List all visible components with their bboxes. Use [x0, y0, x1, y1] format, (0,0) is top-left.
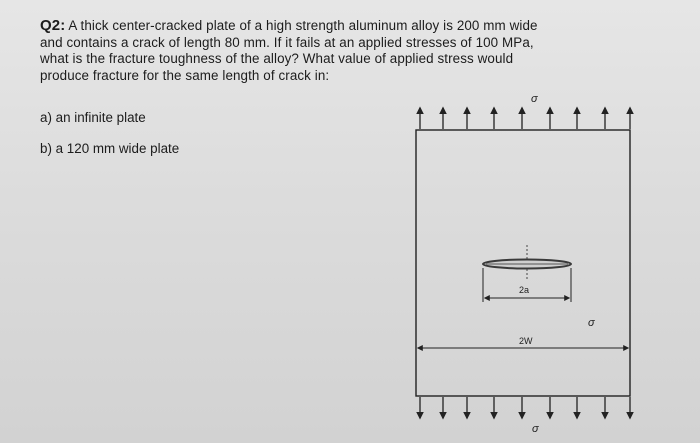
sigma-bottom-label: σ: [532, 423, 539, 435]
sigma-side-label: σ: [588, 317, 595, 329]
sigma-top-label: σ: [531, 93, 538, 105]
width-label: 2W: [519, 336, 533, 346]
part-a: a) an infinite plate: [40, 110, 146, 125]
question-line-1-text: A thick center-cracked plate of a high strength aluminum alloy is 200 mm wide: [65, 18, 538, 33]
question-line-2: and contains a crack of length 80 mm. If it fails at an applied stresses of 100 MPa,: [40, 34, 534, 50]
question-label: Q2:: [40, 17, 66, 34]
part-b: b) a 120 mm wide plate: [40, 141, 180, 156]
crack-length-label: 2a: [519, 285, 530, 295]
question-line-3: what is the fracture toughness of the alloy? What value of applied stress would: [40, 51, 514, 66]
top-stress-arrows: [420, 108, 630, 129]
bottom-stress-arrows: [420, 397, 630, 418]
question-line-4: produce fracture for the same length of crack in:: [40, 67, 330, 83]
